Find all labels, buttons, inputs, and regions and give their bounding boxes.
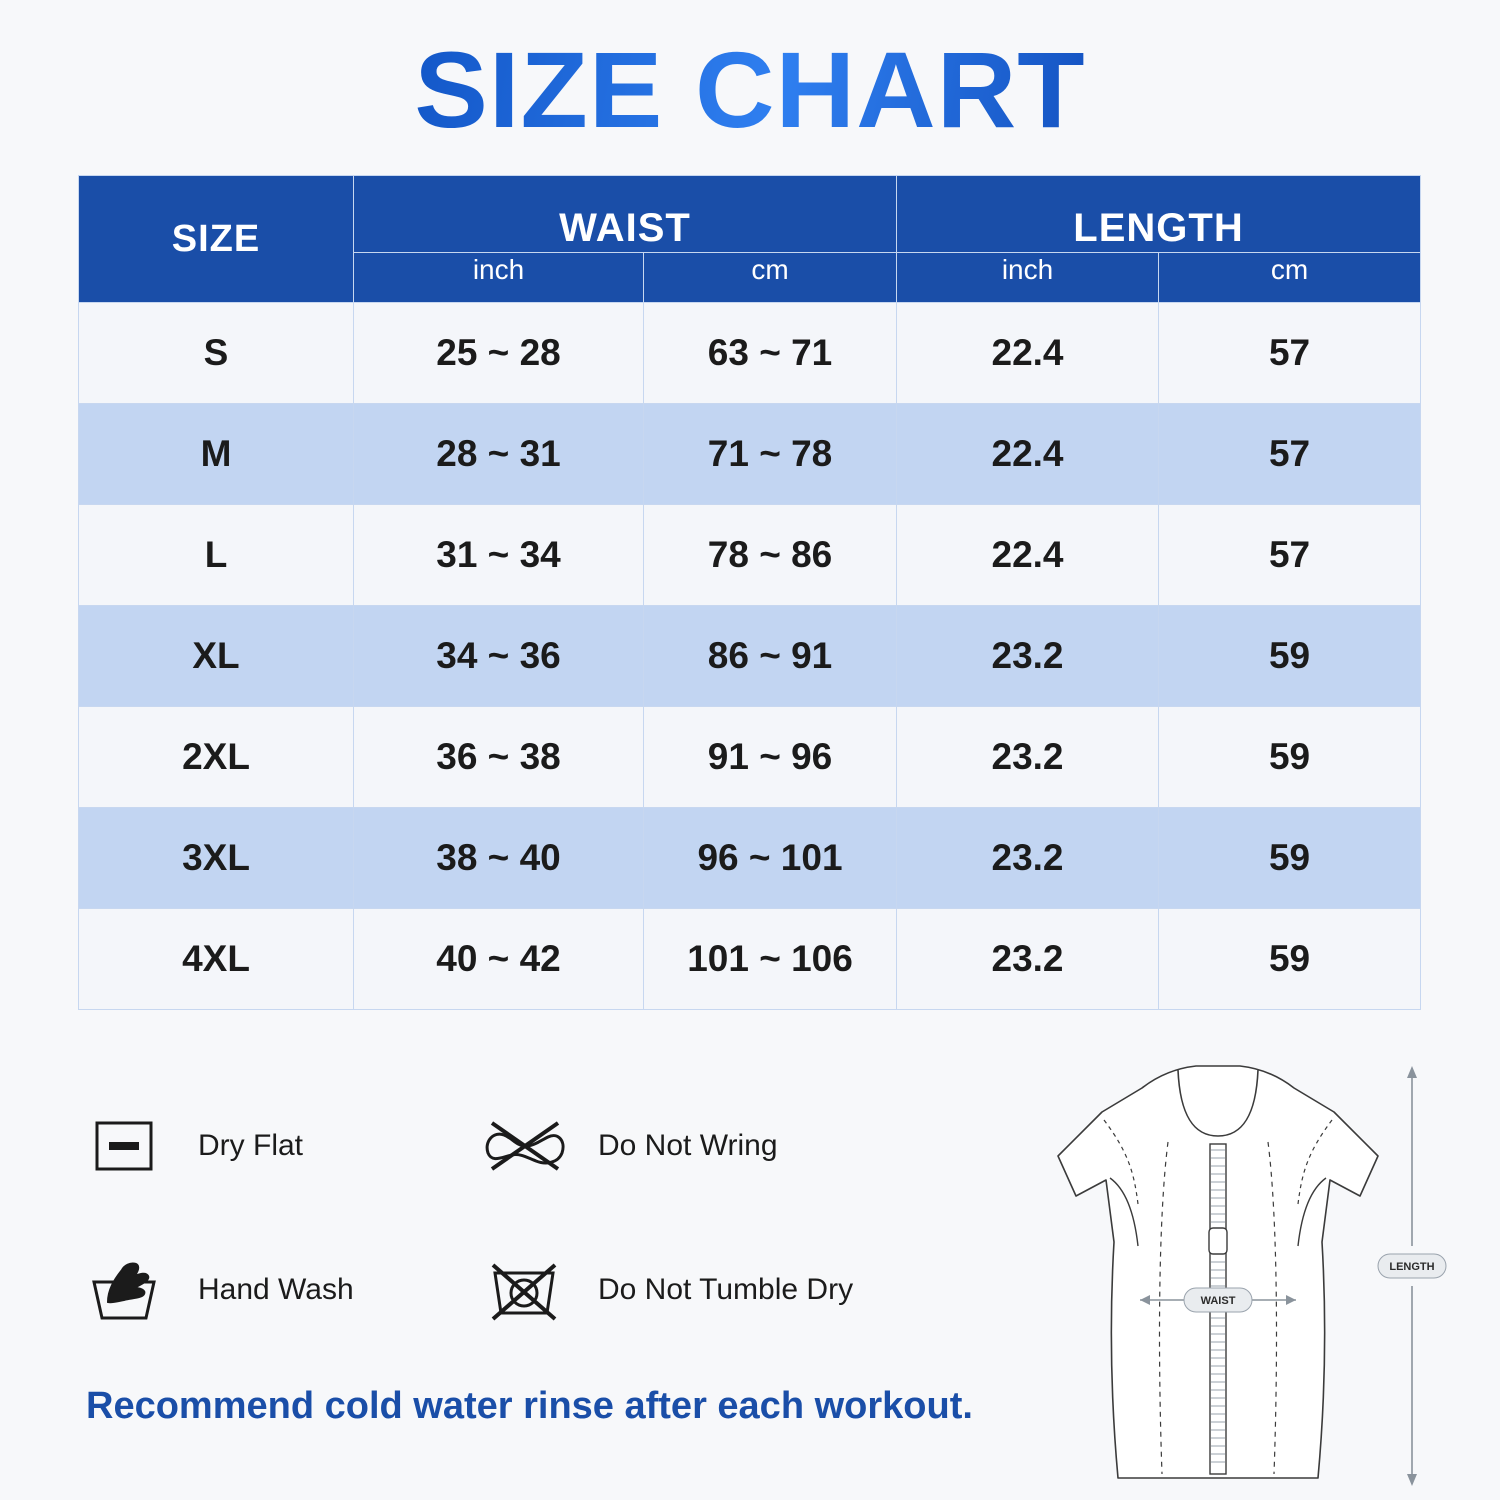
do-not-wring-icon xyxy=(478,1105,570,1187)
care-item-do-not-wring xyxy=(478,1105,878,1187)
cell-length-inch: 22.4 xyxy=(897,404,1159,505)
cell-waist-cm: 101 ~ 106 xyxy=(644,909,897,1010)
table-body xyxy=(79,303,1421,1010)
size-chart-table xyxy=(78,175,1421,1010)
care-item-hand-wash xyxy=(78,1249,478,1331)
cell-length-cm: 57 xyxy=(1159,404,1421,505)
header-waist-inch: inch xyxy=(354,253,644,303)
cell-length-inch: 22.4 xyxy=(897,505,1159,606)
header-length-inch: inch xyxy=(897,253,1159,303)
header-waist xyxy=(354,176,897,253)
table-row xyxy=(79,404,1421,505)
cell-waist-cm: 86 ~ 91 xyxy=(644,606,897,707)
header-length-label: LENGTH xyxy=(1073,206,1244,250)
cell-waist-inch: 28 ~ 31 xyxy=(354,404,644,505)
table-header xyxy=(79,176,1421,303)
cell-length-cm: 57 xyxy=(1159,505,1421,606)
garment-diagram xyxy=(982,1060,1452,1490)
cell-length-cm: 59 xyxy=(1159,707,1421,808)
table-row xyxy=(79,808,1421,909)
cell-length-inch: 22.4 xyxy=(897,303,1159,404)
cell-size: L xyxy=(79,505,354,606)
waist-tag-label: WAIST xyxy=(1200,1295,1236,1307)
care-item-dry-flat xyxy=(78,1105,478,1187)
header-length xyxy=(897,176,1421,253)
size-chart-table-container xyxy=(78,175,1420,1010)
table-row xyxy=(79,606,1421,707)
cell-length-inch: 23.2 xyxy=(897,707,1159,808)
cell-size: M xyxy=(79,404,354,505)
cell-waist-cm: 96 ~ 101 xyxy=(644,808,897,909)
dry-flat-icon xyxy=(78,1105,170,1187)
cell-length-cm: 59 xyxy=(1159,909,1421,1010)
cell-length-inch: 23.2 xyxy=(897,808,1159,909)
table-row xyxy=(79,909,1421,1010)
cell-size: 4XL xyxy=(79,909,354,1010)
cell-size: XL xyxy=(79,606,354,707)
care-label: Hand Wash xyxy=(198,1273,354,1306)
cell-waist-inch: 34 ~ 36 xyxy=(354,606,644,707)
care-label: Do Not Tumble Dry xyxy=(598,1273,854,1306)
care-instructions xyxy=(78,1105,1008,1393)
length-tag-label: LENGTH xyxy=(1389,1261,1435,1273)
cell-waist-inch: 40 ~ 42 xyxy=(354,909,644,1010)
cell-size: 3XL xyxy=(79,808,354,909)
table-row xyxy=(79,707,1421,808)
header-size xyxy=(79,176,354,303)
cell-length-cm: 59 xyxy=(1159,606,1421,707)
cell-length-cm: 57 xyxy=(1159,303,1421,404)
header-length-cm: cm xyxy=(1159,253,1421,303)
care-row-2 xyxy=(78,1249,1008,1331)
header-size-label: SIZE xyxy=(171,217,261,260)
cell-waist-cm: 91 ~ 96 xyxy=(644,707,897,808)
table-row xyxy=(79,505,1421,606)
cell-length-inch: 23.2 xyxy=(897,606,1159,707)
table-row xyxy=(79,303,1421,404)
cell-waist-cm: 63 ~ 71 xyxy=(644,303,897,404)
hand-wash-icon xyxy=(78,1249,170,1331)
cell-waist-cm: 78 ~ 86 xyxy=(644,505,897,606)
do-not-tumble-dry-icon xyxy=(478,1249,570,1331)
header-waist-cm: cm xyxy=(644,253,897,303)
cell-waist-inch: 31 ~ 34 xyxy=(354,505,644,606)
care-row-1 xyxy=(78,1105,1008,1187)
cell-length-inch: 23.2 xyxy=(897,909,1159,1010)
page-title: SIZE CHART xyxy=(0,0,1500,157)
recommendation-note: Recommend cold water rinse after each workout. xyxy=(86,1385,973,1427)
care-label: Do Not Wring xyxy=(598,1129,778,1162)
header-waist-label: WAIST xyxy=(559,206,691,250)
cell-size: 2XL xyxy=(79,707,354,808)
cell-waist-inch: 38 ~ 40 xyxy=(354,808,644,909)
care-label: Dry Flat xyxy=(198,1129,303,1162)
care-item-do-not-tumble-dry xyxy=(478,1249,878,1331)
cell-waist-cm: 71 ~ 78 xyxy=(644,404,897,505)
cell-waist-inch: 25 ~ 28 xyxy=(354,303,644,404)
cell-length-cm: 59 xyxy=(1159,808,1421,909)
cell-waist-inch: 36 ~ 38 xyxy=(354,707,644,808)
cell-size: S xyxy=(79,303,354,404)
